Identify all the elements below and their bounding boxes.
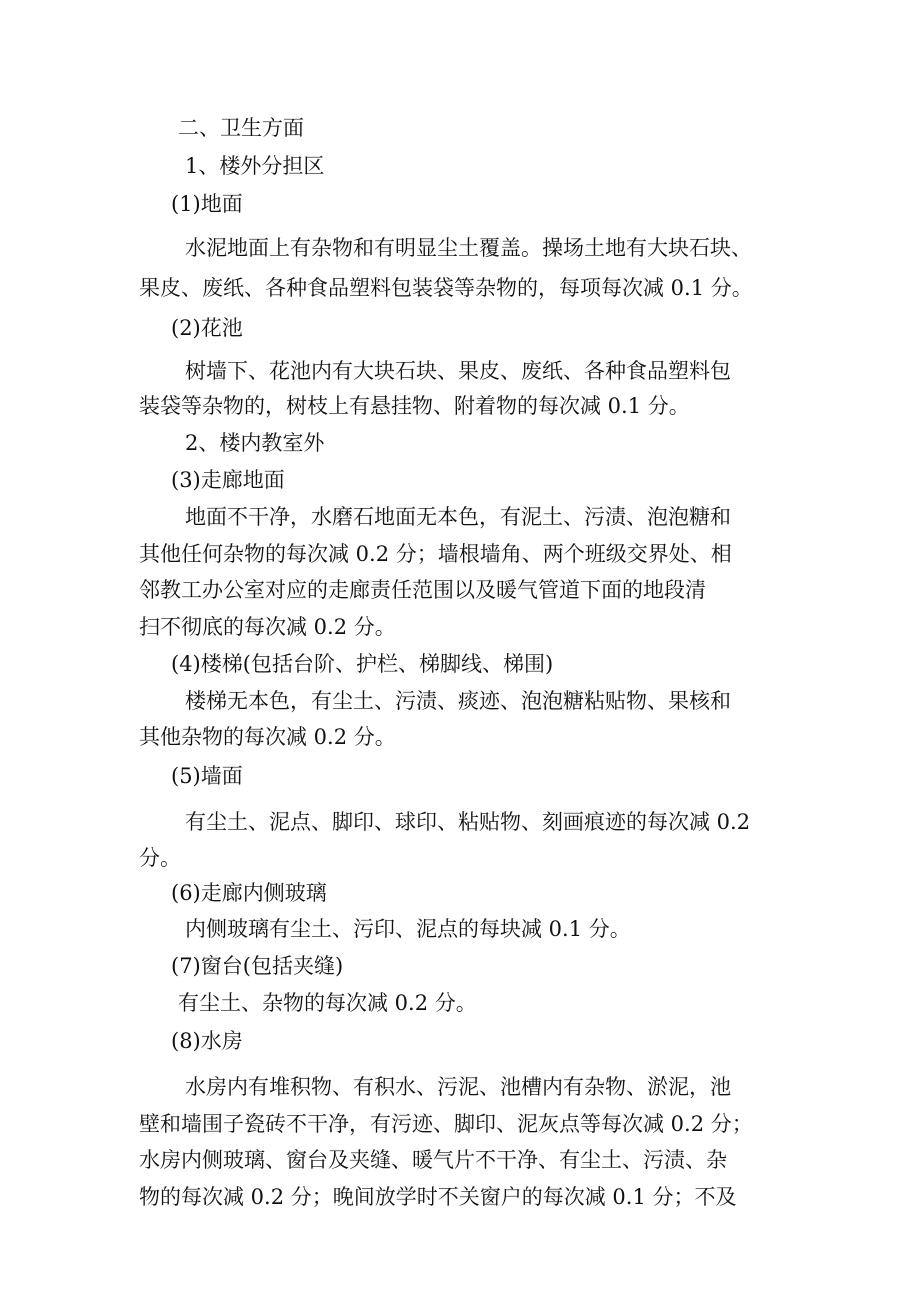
item-heading: (5)墙面 [171, 764, 243, 788]
paragraph-line: 果皮、废纸、各种食品塑料包装袋等杂物的，每项每次减 0.1 分。 [139, 276, 753, 300]
item-heading: (3)走廊地面 [171, 468, 285, 492]
item-heading: (1)地面 [171, 192, 243, 216]
paragraph-line: 扫不彻底的每次减 0.2 分。 [139, 615, 396, 639]
item-heading: (8)水房 [171, 1029, 243, 1053]
item-heading: (6)走廊内侧玻璃 [171, 881, 327, 905]
paragraph-line: 水房内侧玻璃、窗台及夹缝、暖气片不干净、有尘土、污渍、杂 [139, 1148, 727, 1172]
item-heading: (7)窗台(包括夹缝) [171, 954, 344, 978]
paragraph-line: 壁和墙围子瓷砖不干净，有污迹、脚印、泥灰点等每次减 0.2 分； [139, 1112, 753, 1136]
paragraph-line: 分。 [139, 846, 181, 870]
paragraph-line: 装袋等杂物的，树枝上有悬挂物、附着物的每次减 0.1 分。 [139, 394, 690, 418]
paragraph-line: 水房内有堆积物、有积水、污泥、池槽内有杂物、淤泥，池 [185, 1075, 731, 1099]
paragraph-line: 水泥地面上有杂物和有明显尘土覆盖。操场土地有大块石块、 [185, 236, 752, 260]
paragraph-line: 其他杂物的每次减 0.2 分。 [139, 725, 396, 749]
paragraph-line: 邻教工办公室对应的走廊责任范围以及暖气管道下面的地段清 [139, 578, 706, 602]
item-heading: (4)楼梯(包括台阶、护栏、梯脚线、梯围) [171, 652, 554, 676]
paragraph-line: 其他任何杂物的每次减 0.2 分；墙根墙角、两个班级交界处、相 [139, 542, 732, 566]
section-heading: 二、卫生方面 [178, 116, 304, 140]
subsection-heading: 1、楼外分担区 [185, 154, 325, 178]
paragraph-line: 地面不干净，水磨石地面无本色，有泥土、污渍、泡泡糖和 [185, 505, 731, 529]
paragraph-line: 有尘土、泥点、脚印、球印、粘贴物、刻画痕迹的每次减 0.2 [185, 810, 751, 834]
paragraph-line: 物的每次减 0.2 分；晚间放学时不关窗户的每次减 0.1 分；不及 [139, 1185, 737, 1209]
paragraph-line: 有尘土、杂物的每次减 0.2 分。 [178, 991, 477, 1015]
item-heading: (2)花池 [171, 316, 243, 340]
subsection-heading: 2、楼内教室外 [185, 431, 325, 455]
paragraph-line: 树墙下、花池内有大块石块、果皮、废纸、各种食品塑料包 [185, 359, 731, 383]
paragraph-line: 楼梯无本色，有尘土、污渍、痰迹、泡泡糖粘贴物、果核和 [185, 689, 731, 713]
paragraph-line: 内侧玻璃有尘土、污印、泥点的每块减 0.1 分。 [185, 917, 631, 941]
